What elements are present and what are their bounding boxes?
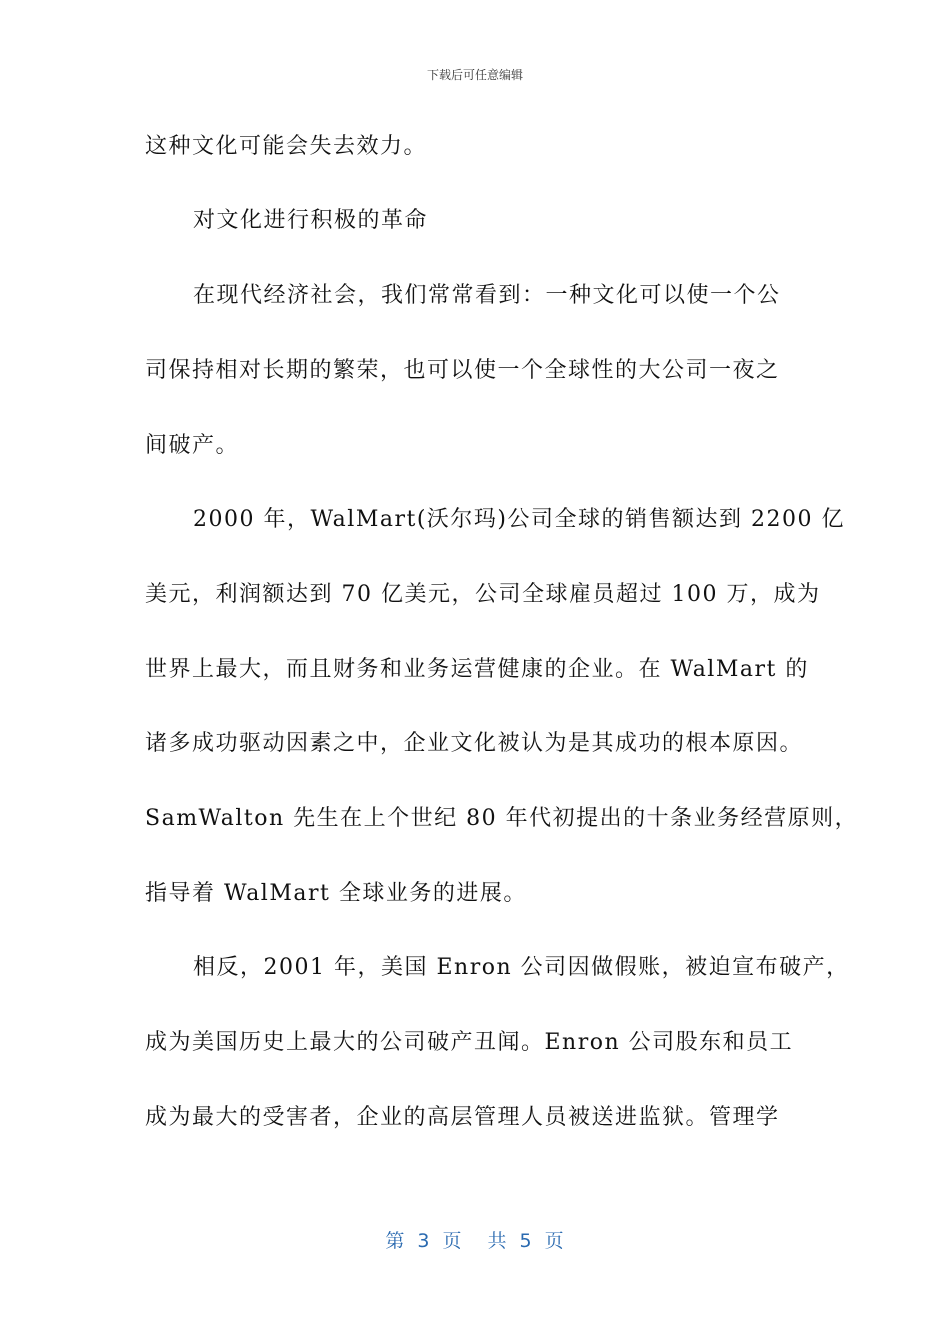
page-footer — [0, 1226, 950, 1253]
footer-total-pages: 5 — [519, 1230, 533, 1252]
footer-prefix: 第 — [385, 1230, 406, 1252]
text-line-5: 间破产。 — [145, 433, 240, 458]
section-heading: 对文化进行积极的革命 — [193, 208, 429, 233]
text-line-3: 在现代经济社会，我们常常看到：一种文化可以使一个公 — [193, 283, 781, 308]
footer-middle: 页 共 — [442, 1230, 508, 1252]
text-line-13: 成为美国历史上最大的公司破产丑闻。Enron 公司股东和员工 — [145, 1030, 794, 1055]
text-line-1: 这种文化可能会失去效力。 — [145, 134, 428, 159]
text-line-7: 美元，利润额达到 70 亿美元，公司全球雇员超过 100 万，成为 — [145, 582, 821, 607]
footer-page-number: 3 — [417, 1230, 431, 1252]
page-header: 下载后可任意编辑 — [426, 68, 523, 82]
text-line-12: 相反，2001 年，美国 Enron 公司因做假账，被迫宣布破产， — [193, 955, 850, 980]
text-line-9: 诸多成功驱动因素之中，企业文化被认为是其成功的根本原因。 — [145, 731, 804, 756]
text-line-8: 世界上最大，而且财务和业务运营健康的企业。在 WalMart 的 — [145, 657, 809, 682]
footer-suffix: 页 — [544, 1230, 565, 1252]
text-line-14: 成为最大的受害者，企业的高层管理人员被送进监狱。管理学 — [145, 1105, 780, 1130]
text-line-6: 2000 年，WalMart(沃尔玛)公司全球的销售额达到 2200 亿 — [193, 507, 845, 532]
text-line-11: 指导着 WalMart 全球业务的进展。 — [145, 881, 527, 906]
text-line-10: SamWalton 先生在上个世纪 80 年代初提出的十条业务经营原则， — [145, 806, 859, 831]
text-line-4: 司保持相对长期的繁荣，也可以使一个全球性的大公司一夜之 — [145, 358, 780, 383]
